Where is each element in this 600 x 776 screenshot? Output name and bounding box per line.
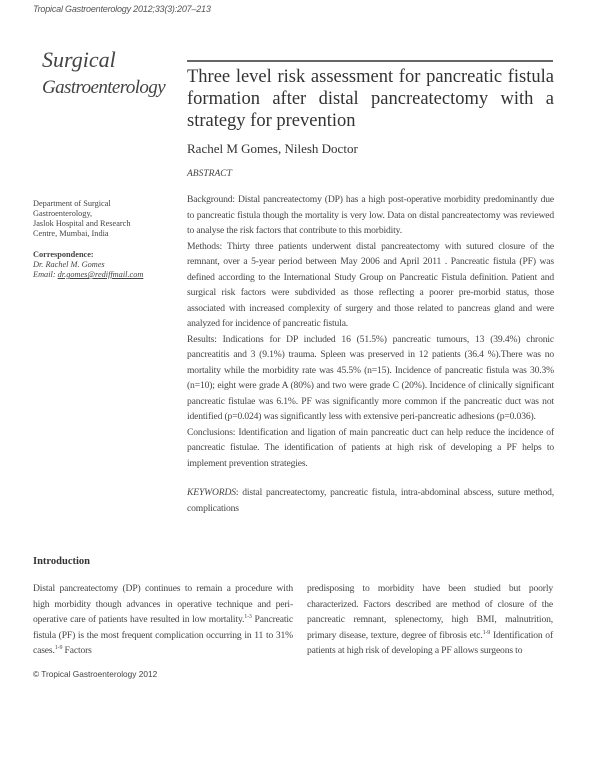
intro-text: Distal pancreatectomy (DP) continues to remain a procedure with high morbidity though advances in operative technique and peri-operative care of patients have resulted in low mortality. <box>33 583 293 625</box>
abstract-conclusions: Conclusions: Identification and ligation of main pancreatic duct can help reduce the incidence of pancreatic fistulae. The identification of patients at high risk of developing a PF helps to implement prevention strategies. <box>187 426 554 469</box>
intro-text: Factors <box>62 645 92 656</box>
journal-citation: Tropical Gastroenterology 2012;33(3):207–213 <box>33 4 211 14</box>
correspondence-label: Correspondence: <box>33 250 94 259</box>
abstract-heading: ABSTRACT <box>187 169 232 179</box>
intro-text: Identification of patients at high risk of developing a PF allows surgeons to <box>307 629 553 656</box>
journal-logo <box>42 46 182 102</box>
main-content <box>0 192 600 679</box>
introduction-column-left <box>33 581 293 659</box>
abstract-results: Results: Indications for DP included 16 (51.5%) pancreatic tumours, 13 (39.4%) chronic pancreatitis and 3 (9.1%) trauma. Spleen was preserved in 12 patients (36.4 %).There was no mortality while the morbidity rate was 45.5% (n=15). Incidence of pancreatic fistula was 30.3% (n=10); eight were grade A (80%) and two were grade C (20%). Incidence of clinically significant pancreatic fistulae was 6.1%. PF was significantly more common if the pancreatic duct was not identified (p=0.024) was significantly less with extensive peri-pancreatic adhesions (p=0.036). <box>187 333 554 422</box>
abstract-background: Background: Distal pancreatectomy (DP) has a high post-operative morbidity predominantly due to pancreatic fistula though the mortality is very low. Data on distal pancreatectomy was reviewed to analyse the risk factors that contribute to this morbidity. <box>187 194 554 236</box>
article-title: Three level risk assessment for pancreatic fistula formation after distal pancreatectomy with a strategy for prevention <box>187 67 554 131</box>
logo-line-1: Surgical <box>42 47 116 72</box>
affiliation-line: Jaslok Hospital and Research <box>33 219 131 228</box>
affiliation-line: Centre, Mumbai, India <box>33 229 109 238</box>
affiliation-line: Department of Surgical <box>33 199 111 208</box>
affiliation-line: Gastroenterology, <box>33 209 93 218</box>
keywords <box>187 485 554 516</box>
title-rule <box>187 60 553 62</box>
citation-ref: 1-9 <box>482 629 491 636</box>
copyright-footer: © Tropical Gastroenterology 2012 <box>33 668 158 679</box>
intro-text: predisposing to morbidity have been studied but poorly characterized. Factors described are method of closure of the pancreatic remnant, splenectomy, high BMI, malnutrition, primary disease, texture, degree of fibrosis etc. <box>307 583 553 641</box>
logo-line-2: Gastroenterology <box>42 77 166 98</box>
article-authors: Rachel M Gomes, Nilesh Doctor <box>187 141 358 156</box>
correspondent-name: Dr. Rachel M. Gomes <box>33 260 105 269</box>
introduction-column-right <box>307 581 553 659</box>
abstract-body <box>187 192 554 471</box>
email-link[interactable]: dr.gomes@rediffmail.com <box>57 270 144 279</box>
email-label: Email: <box>33 270 58 279</box>
keywords-label: KEYWORDS <box>187 487 236 498</box>
citation-ref: 1-3 <box>244 613 252 620</box>
citation-ref: 1-9 <box>54 644 63 651</box>
intro-text: Pancreatic fistula (PF) is the most frequent complication occurring in 11 to 31% cases. <box>33 614 293 656</box>
introduction-columns <box>33 581 553 659</box>
abstract-methods: Methods: Thirty three patients underwent distal pancreatectomy with sutured closure of the remnant, over a 5-year period between May 2006 and April 2011 . Pancreatic fistula (PF) was defined according to the International Study Group on Pancreatic Fistula definition. Patient and surgical risk factors were subdivided as those reflecting a poorer pre-morbid status, those associated with increased complexity of surgery and those related to pancreas gland and were analyzed for incidence of pancreatic fistula. <box>187 240 554 329</box>
keywords-text: : distal pancreatectomy, pancreatic fistula, intra-abdominal abscess, suture method, complications <box>187 487 554 514</box>
introduction-heading: Introduction <box>33 556 90 567</box>
